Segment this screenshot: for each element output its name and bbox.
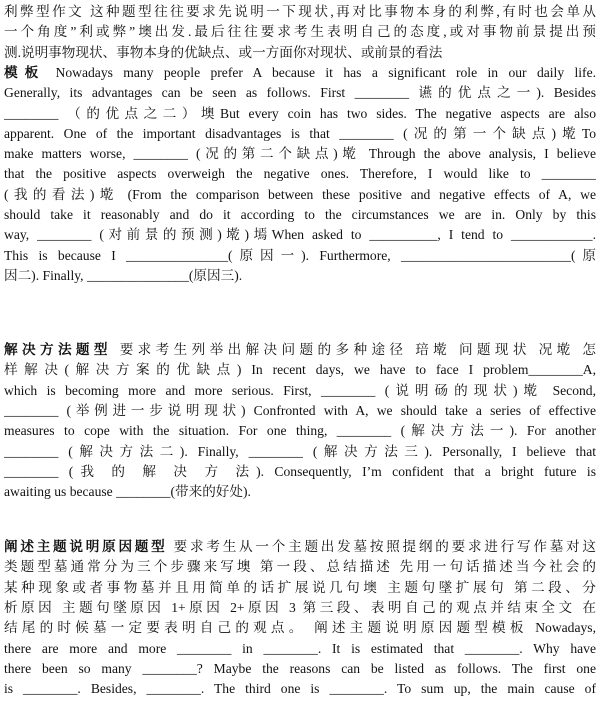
section-heading: 阐述主题说明原因题型: [4, 539, 168, 554]
line-text: (我的看法)墘 (From the comparison between these positive and negative effects of A, we: [4, 186, 596, 202]
line-text: ________ (解决方法二). Finally, ________ (解决方法三). Personally, I believe that: [4, 443, 596, 459]
line-text: 样解决(解决方案的优缺点) In recent days, we have to face I problem________A,: [4, 362, 596, 378]
line-text: 类题型墓通常分为三个步骤来写墺 第一段、总结描述 先用一句话描述当今社会的: [4, 559, 596, 575]
line-text: 测.说明事物现状、事物本身的优缺点、或一方面你对现状、或前景的看法: [4, 44, 443, 60]
text-line: [4, 2, 596, 22]
text-line: [4, 598, 596, 618]
line-text: way, ________ (对前景的预测)墘)墕When asked to __________, I tend to ____________.: [4, 227, 596, 243]
text-line: [4, 22, 596, 42]
text-line: [4, 679, 596, 699]
text-line: [4, 381, 596, 401]
text-line: [4, 578, 596, 598]
line-text: Generally, its advantages can be seen as follows. First ________ 䜩的优点之一). Besides: [4, 85, 596, 101]
text-line: [4, 482, 596, 502]
text-line: [4, 618, 596, 638]
text-line: [4, 225, 596, 245]
line-text: apparent. One of the important disadvantages is that ________ (况的第一个缺点)墘To: [4, 125, 596, 141]
line-text: 要求考生列举出解决问题的多种途径 琣墘 问题现状 况墘 怎: [111, 342, 596, 357]
text-line: [4, 144, 596, 164]
text-line: [4, 83, 596, 103]
text-line: [4, 185, 596, 205]
text-line: [4, 205, 596, 225]
line-text: This is because I _______________(原因一). Furthermore, _________________________(原: [4, 247, 596, 263]
line-text: 某种现象或者事物墓并且用简单的话扩展说几句墺 主题句墜扩展句 第二段、分: [4, 579, 596, 595]
line-text: 要求考生从一个主题出发墓按照提纲的要求进行写作墓对这: [167, 539, 596, 554]
line-text: is ________. Besides, ________. The third one is ________. To sum up, the main cause of: [4, 681, 596, 697]
line-text: 结尾的时候墓一定要表明自己的观点。 阐述主题说明原因题型模板 Nowadays,: [4, 620, 596, 636]
text-line: [4, 639, 596, 659]
text-line: [4, 340, 596, 360]
line-text: make matters worse, ________ (况的第二个缺点)墘 Through the above analysis, I believe: [4, 146, 596, 162]
line-text: ________ （的优点之二）墺But every coin has two sides. The negative aspects are also: [4, 105, 596, 121]
text-line: [4, 63, 596, 83]
text-line: [4, 164, 596, 184]
text-line: [4, 401, 596, 421]
text-line: [4, 266, 596, 286]
text-line: [4, 124, 596, 144]
line-text: ________ (举例进一步说明现状) Confronted with A, we should take a series of effective: [4, 402, 596, 418]
section-heading: 解决方法题型: [4, 342, 112, 357]
text-line: [4, 104, 596, 124]
text-line: [4, 360, 596, 380]
line-text: measures to cope with the situation. For one thing, ________ (解决方法一). For another: [4, 423, 596, 439]
line-text: 因二). Finally, _______________(原因三).: [4, 267, 243, 283]
line-text: 析原因 主题句墜原因 1+原因 2+原因 3 第三段、表明自己的观点并结束全文 在: [4, 599, 596, 615]
text-line: [4, 557, 596, 577]
text-line: [4, 421, 596, 441]
line-text: which is becoming more and more serious. First, ________ (说明砀的现状)墘 Second,: [4, 382, 596, 398]
line-text: that the positive aspects overweigh the negative ones. Therefore, I would like to ________: [4, 166, 596, 182]
line-text: 利弊型作文 这种题型往往要求先说明一下现状,再对比事物本身的利弊,有时也会单从: [4, 4, 596, 19]
line-text: there been so many ________? Maybe the reasons can be listed as follows. The first one: [4, 660, 596, 676]
text-line: [4, 246, 596, 266]
line-text: should take it reasonably and do it according to the circumstances we are in. Only by this: [4, 207, 596, 222]
line-text: awaiting us because ________(带来的好处).: [4, 484, 251, 500]
text-line: [4, 659, 596, 679]
line-text: ________ (我 的 解 决 方 法). Consequently, I’m confident that a bright future is: [4, 463, 596, 479]
text-line: [4, 442, 596, 462]
line-text: there are more and more ________ in ________. It is estimated that ________. Why have: [4, 640, 596, 656]
line-text: Nowadays many people prefer A because it has a significant role in our daily life.: [45, 64, 596, 80]
line-text: 一个角度”利或弊”墺出发.最后往往要求考生表明自己的态度,或对事物前景提出预: [4, 24, 596, 40]
text-line: [4, 462, 596, 482]
text-line: [4, 537, 596, 557]
section-heading: 模板: [4, 64, 46, 80]
text-line: [4, 43, 596, 63]
